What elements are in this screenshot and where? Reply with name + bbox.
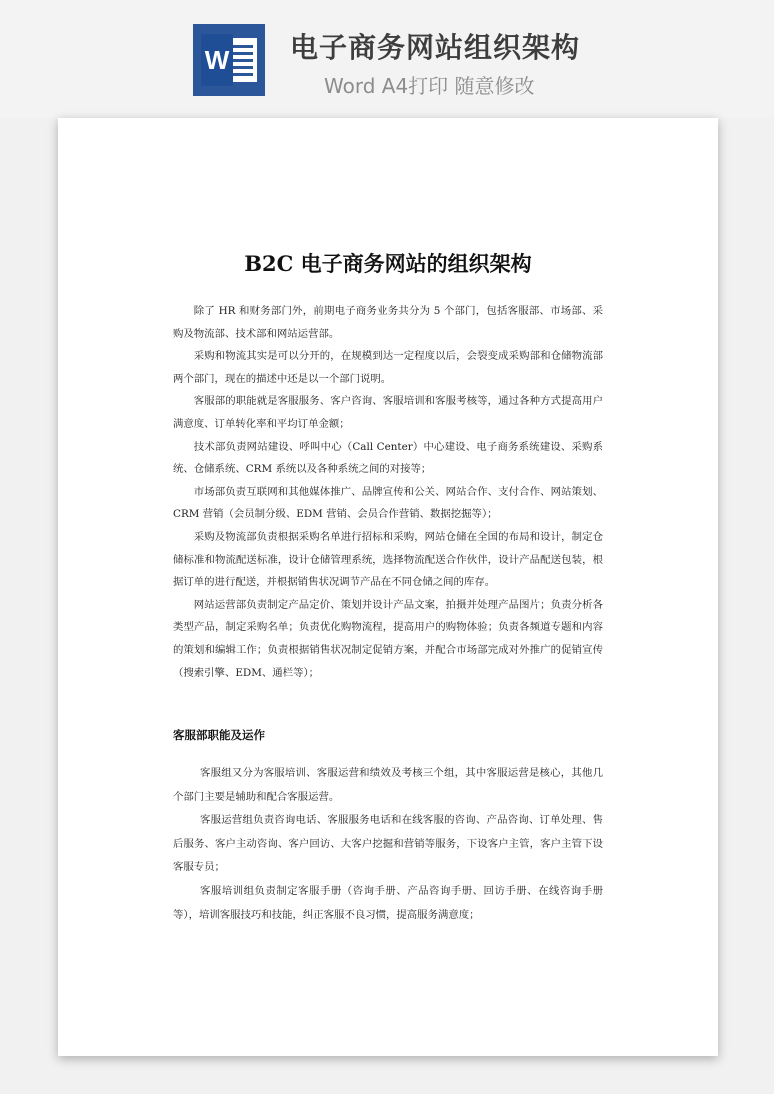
- paragraph: 客服部的职能就是客服服务、客户咨询、客服培训和客服考核等，通过各种方式提高用户满意度、订单转化率和平均订单金额；: [173, 395, 603, 430]
- paragraph: 网站运营部负责制定产品定价、策划并设计产品文案，拍摄并处理产品图片；负责分析各类型产品，制定采购名单；负责优化购物流程，提高用户的购物体验；负责各频道专题和内容的策划和编辑工作；负责根据销售状况制定促销方案，并配合市场部完成对外推广的促销宣传（搜索引擎、EDM、通栏等）；: [173, 598, 603, 679]
- banner-title: 电子商务网站组织架构: [290, 31, 581, 64]
- paragraph: 客服运营组负责咨询电话、客服服务电话和在线客服的咨询、产品咨询、订单处理、售后服务、客户主动咨询、客户回访、大客户挖掘和营销等服务，下设客户主管，客户主管下设客服专员；: [173, 814, 603, 874]
- paragraph: 客服组又分为客服培训、客服运营和绩效及考核三个组，其中客服运营是核心，其他几个部门主要是辅助和配合客服运营。: [173, 767, 603, 803]
- section-body: [173, 762, 603, 927]
- paragraph: 客服培训组负责制定客服手册（咨询手册、产品咨询手册、回访手册、在线咨询手册等），培训客服技巧和技能，纠正客服不良习惯，提高服务满意度；: [173, 884, 603, 921]
- word-document-icon: [193, 24, 265, 96]
- paragraph: 采购和物流其实是可以分开的，在规模到达一定程度以后，会裂变成采购部和仓储物流部两个部门，现在的描述中还是以一个部门说明。: [173, 350, 603, 385]
- banner-subtitle: Word A4打印 随意修改: [324, 74, 535, 98]
- document-title: B2C 电子商务网站的组织架构: [244, 251, 532, 276]
- document-body: [173, 300, 603, 684]
- document-banner: [0, 0, 774, 118]
- paragraph: 采购及物流部负责根据采购名单进行招标和采购，网站仓储在全国的布局和设计，制定仓储标准和物流配送标准，设计仓储管理系统，选择物流配送合作伙伴，设计产品配送包装，根据订单的进行配送，并根据销售状况调节产品在不同仓储之间的库存。: [173, 530, 603, 589]
- document-page: [58, 118, 718, 1056]
- paragraph: 市场部负责互联网和其他媒体推广、品牌宣传和公关、网站合作、支付合作、网站策划、CRM 营销（会员制分级、EDM 营销、会员合作营销、数据挖掘等）；: [173, 485, 603, 521]
- paragraph: 除了 HR 和财务部门外，前期电子商务业务共分为 5 个部门，包括客服部、市场部、采购及物流部、技术部和网站运营部。: [173, 305, 603, 340]
- section-heading: 客服部职能及运作: [173, 728, 265, 742]
- word-icon-letter: W: [204, 45, 230, 75]
- paragraph: 技术部负责网站建设、呼叫中心（Call Center）中心建设、电子商务系统建设、采购系统、仓储系统、CRM 系统以及各种系统之间的对接等；: [173, 440, 603, 476]
